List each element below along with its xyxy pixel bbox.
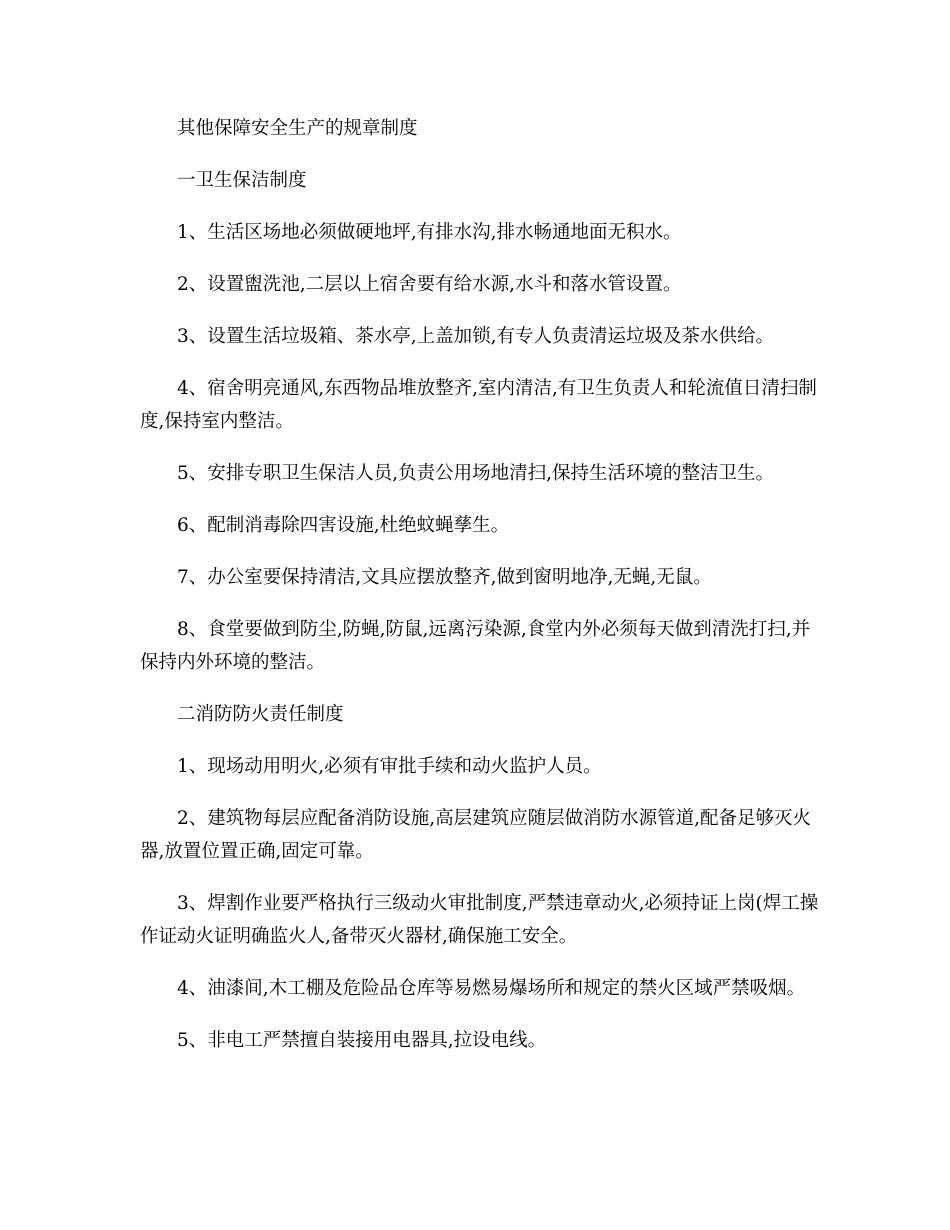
document-title: 其他保障安全生产的规章制度 <box>177 118 418 139</box>
list-item: 3、设置生活垃圾箱、茶水亭,上盖加锁,有专人负责清运垃圾及茶水供给。 <box>177 326 775 347</box>
section-heading-fire-safety: 二消防防火责任制度 <box>177 704 344 725</box>
list-item: 8、食堂要做到防尘,防蝇,防鼠,远离污染源,食堂内外必须每天做到清洗打扫,并保持内外环境的整洁。 <box>140 619 811 673</box>
list-item: 1、现场动用明火,必须有审批手续和动火监护人员。 <box>177 756 602 777</box>
list-item: 5、非电工严禁擅自装接用电器具,拉设电线。 <box>177 1030 547 1051</box>
list-item: 4、宿舍明亮通风,东西物品堆放整齐,室内清洁,有卫生负责人和轮流值日清扫制度,保持室内整洁。 <box>140 378 817 432</box>
list-item: 7、办公室要保持清洁,文具应摆放整齐,做到窗明地净,无蝇,无鼠。 <box>177 567 712 588</box>
list-item: 2、建筑物每层应配备消防设施,高层建筑应随层做消防水源管道,配备足够灭火器,放置位置正确,固定可靠。 <box>140 808 812 862</box>
document-page <box>140 112 822 1076</box>
list-item: 6、配制消毒除四害设施,杜绝蚊蝇孳生。 <box>177 515 510 536</box>
list-item: 2、设置盥洗池,二层以上宿舍要有给水源,水斗和落水管设置。 <box>177 274 682 295</box>
list-item: 5、安排专职卫生保洁人员,负责公用场地清扫,保持生活环境的整洁卫生。 <box>177 463 775 484</box>
list-item: 1、生活区场地必须做硬地坪,有排水沟,排水畅通地面无积水。 <box>177 222 682 243</box>
list-item: 3、焊割作业要严格执行三级动火审批制度,严禁违章动火,必须持证上岗(焊工操作证动火证明确监火人,备带灭火器材,确保施工安全。 <box>140 893 819 947</box>
list-item: 4、油漆间,木工棚及危险品仓库等易燃易爆场所和规定的禁火区域严禁吸烟。 <box>177 978 806 999</box>
section-heading-sanitation: 一卫生保洁制度 <box>177 170 307 191</box>
